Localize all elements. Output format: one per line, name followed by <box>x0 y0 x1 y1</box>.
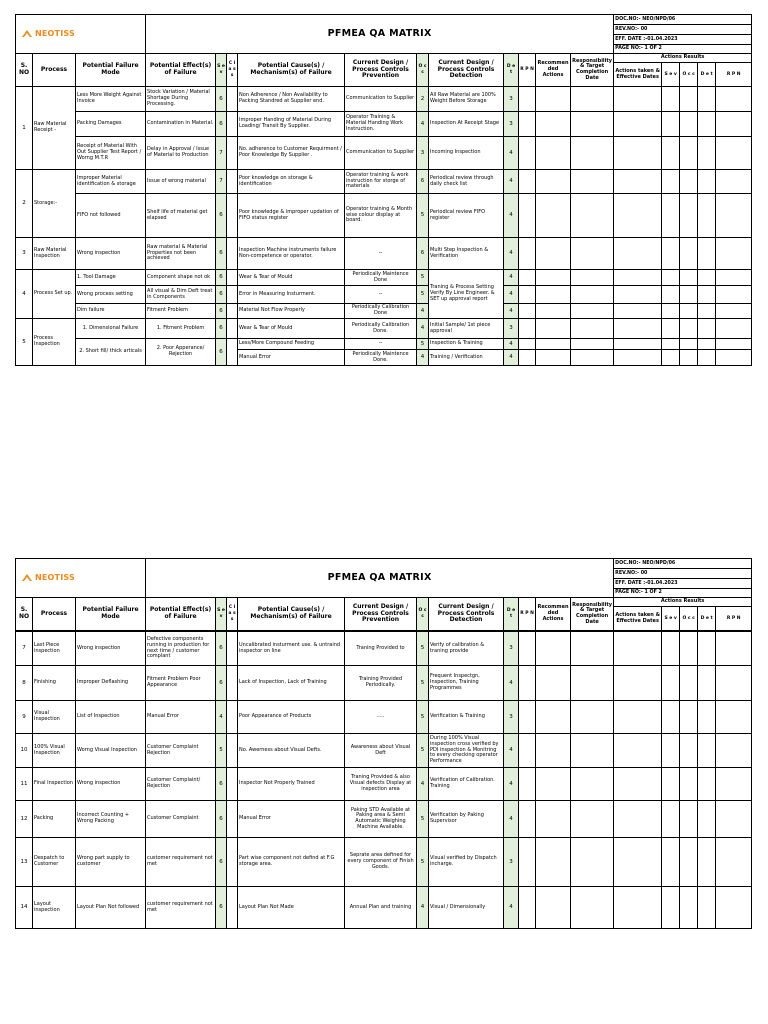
empty-cell <box>662 838 680 887</box>
cell-sev: 6 <box>216 887 227 929</box>
empty-cell <box>614 632 662 666</box>
col-process: Process <box>33 598 76 631</box>
cell-effect: Defective components running in production for next time / customer complant <box>146 632 216 666</box>
cell-sno: 12 <box>16 801 33 838</box>
empty-cell <box>571 768 614 801</box>
empty-cell <box>698 701 716 734</box>
doc-number: DOC.NO:- NEO/NPD/06 <box>614 15 752 25</box>
revision-number: REV.NO:- 00 <box>614 25 752 35</box>
empty-cell <box>519 734 536 768</box>
empty-cell <box>716 887 752 929</box>
empty-cell <box>227 887 238 929</box>
pfmea-table-2-body <box>15 631 752 929</box>
cell-cause: Layout Plan Not Made <box>238 887 345 929</box>
cell-sev: 4 <box>216 701 227 734</box>
cell-prevention: Annual Plan and training <box>345 887 417 929</box>
col-detection: Current Design / Process Controls Detection <box>429 598 504 631</box>
page-number: PAGE NO:- 1 OF 2 <box>614 589 752 598</box>
cell-det: 4 <box>504 734 519 768</box>
cell-effect: customer requirement not met <box>146 838 216 887</box>
cell-prevention: Traning Provided to <box>345 632 417 666</box>
cell-effect: Customer Complaint/ Rejection <box>146 768 216 801</box>
cell-det: 3 <box>504 632 519 666</box>
empty-cell <box>536 701 571 734</box>
col-failure-mode: Potential Failure Mode <box>76 54 146 87</box>
cell-det: 3 <box>504 838 519 887</box>
empty-cell <box>536 801 571 838</box>
cell-cause: Uncalibrated insturment use. & untraind inspector on line <box>238 632 345 666</box>
empty-cell <box>680 838 698 887</box>
empty-cell <box>716 801 752 838</box>
col-rpn: R P N <box>519 54 536 87</box>
cell-sev: 6 <box>216 768 227 801</box>
pfmea-table-1 <box>15 14 752 366</box>
empty-cell <box>698 887 716 929</box>
table-row <box>16 734 752 768</box>
col-causes: Potential Cause(s) / Mechanism(s) of Failure <box>238 54 345 87</box>
empty-cell <box>227 666 238 701</box>
cell-effect: Manual Error <box>146 701 216 734</box>
cell-process: 100% Visual Inspection <box>33 734 76 768</box>
empty-cell <box>662 734 680 768</box>
empty-cell <box>227 701 238 734</box>
empty-cell <box>614 768 662 801</box>
col-effects: Potential Effect(s) of Failure <box>146 598 216 631</box>
cell-mode: Wrong inspection <box>76 768 146 801</box>
col-sev: S e v <box>216 54 227 87</box>
col-result-det: D e t <box>698 63 716 87</box>
cell-prevention: Seprate area defined for every component of Finish Goods. <box>345 838 417 887</box>
table-row: Packing Damages Contamination in Material. 6 Improper Handing of Material During Loading/ Transit By Supplier. Operator Training & Material Handing Work Instruction. 4 Inspection At Receipt Stage 3 <box>16 112 752 137</box>
empty-cell <box>680 887 698 929</box>
empty-cell <box>680 801 698 838</box>
cell-occ: 5 <box>417 734 429 768</box>
empty-cell <box>614 666 662 701</box>
col-rpn: R P N <box>519 598 536 631</box>
cell-det: 4 <box>504 801 519 838</box>
cell-detection: Visual verified by Dispatch incharge. <box>429 838 504 887</box>
cell-sno: 10 <box>16 734 33 768</box>
cell-cause: Lack of Inspection, Lack of Training <box>238 666 345 701</box>
empty-cell <box>716 632 752 666</box>
col-sno: S. NO <box>16 54 33 87</box>
logo-mark-icon <box>21 29 33 39</box>
empty-cell <box>519 801 536 838</box>
cell-cause: No. Awerness about Visual Defts. <box>238 734 345 768</box>
cell-sev: 5 <box>216 734 227 768</box>
cell-process: Packing <box>33 801 76 838</box>
table-row: Manual Error Periodically Maintence Done. 4 Training / Verification 4 <box>16 350 752 366</box>
empty-cell <box>519 701 536 734</box>
cell-cause: Part wise component not defind at F.G storage area. <box>238 838 345 887</box>
table-row: 3 Raw Material Inspection Wrong inspection Raw material & Material Properties not been achieved 6 Inspection Machine instruments failure Non-competence or operator. -- 6 Multi Step Inspection & Verification 4 <box>16 238 752 270</box>
col-sev: S e v <box>216 598 227 631</box>
cell-det: 3 <box>504 701 519 734</box>
empty-cell <box>227 768 238 801</box>
table-row: 2 Storage:- Improper Material identification & storage Issue of wrong material 7 Poor knowledge on storage & identification Operator training & work instruction for storge of materials 6 Periodical review through daily check list 4 <box>16 170 752 194</box>
cell-mode: Incorrect Counting + Wrong Packing <box>76 801 146 838</box>
cell-occ: 5 <box>417 632 429 666</box>
empty-cell <box>680 768 698 801</box>
company-logo <box>17 573 144 583</box>
empty-cell <box>716 701 752 734</box>
revision-number: REV.NO:- 00 <box>614 569 752 579</box>
cell-sno: 7 <box>16 632 33 666</box>
empty-cell <box>614 801 662 838</box>
col-recommended: Recommended Actions <box>536 598 571 631</box>
empty-cell <box>716 838 752 887</box>
empty-cell <box>571 701 614 734</box>
cell-process: Finishing <box>33 666 76 701</box>
cell-sno: 11 <box>16 768 33 801</box>
empty-cell <box>519 768 536 801</box>
cell-det: 4 <box>504 887 519 929</box>
empty-cell <box>614 887 662 929</box>
logo-cell <box>16 559 146 598</box>
cell-occ: 4 <box>417 887 429 929</box>
cell-prevention: ..... <box>345 701 417 734</box>
col-occ: O c c <box>417 598 429 631</box>
cell-mode: Worng Visual Inspection <box>76 734 146 768</box>
col-result-occ: O c c <box>680 607 698 631</box>
empty-cell <box>698 838 716 887</box>
col-actions-taken: Actions taken & Effective Dates <box>614 607 662 631</box>
cell-sno: 14 <box>16 887 33 929</box>
empty-cell <box>227 734 238 768</box>
logo-text: NEOTISS <box>35 573 75 583</box>
empty-cell <box>614 734 662 768</box>
col-det: D e t <box>504 54 519 87</box>
cell-process: Visual Inspection <box>33 701 76 734</box>
page-number: PAGE NO:- 1 OF 2 <box>614 45 752 54</box>
cell-mode: Improper Deflashing <box>76 666 146 701</box>
empty-cell <box>571 632 614 666</box>
cell-effect: Customer Complaint Rejection <box>146 734 216 768</box>
empty-cell <box>680 701 698 734</box>
empty-cell <box>614 838 662 887</box>
empty-cell <box>536 887 571 929</box>
empty-cell <box>698 734 716 768</box>
empty-cell <box>571 801 614 838</box>
page-title: PFMEA QA MATRIX <box>146 15 614 54</box>
table-row: 4 Process Set up. 1. Tool Damage Component shape not ok 6 Wear & Tear of Mould Periodically Maintence Done 5 Traning & Process Setting Verify By Line Engineer. & SET up approval report 4 <box>16 270 752 286</box>
pfmea-table-2 <box>15 558 752 631</box>
table-row <box>16 887 752 929</box>
cell-occ: 5 <box>417 701 429 734</box>
col-process: Process <box>33 54 76 87</box>
empty-cell <box>698 801 716 838</box>
empty-cell <box>662 801 680 838</box>
table-row <box>16 701 752 734</box>
cell-det: 4 <box>504 768 519 801</box>
col-det: D e t <box>504 598 519 631</box>
cell-sev: 6 <box>216 801 227 838</box>
table-row <box>16 768 752 801</box>
cell-sev: 6 <box>216 632 227 666</box>
cell-effect: customer requirement not met <box>146 887 216 929</box>
cell-effect: Customer Complaint <box>146 801 216 838</box>
table-row: Dim failure Fitment Problem 6 Material Not Flow Properly Periodically Calibration Done 4 4 <box>16 304 752 319</box>
empty-cell <box>716 768 752 801</box>
col-failure-mode: Potential Failure Mode <box>76 598 146 631</box>
pfmea-sheet-1 <box>15 14 751 366</box>
cell-cause: Inspector Not Properly Trained <box>238 768 345 801</box>
cell-occ: 4 <box>417 768 429 801</box>
empty-cell <box>536 838 571 887</box>
empty-cell <box>519 632 536 666</box>
cell-occ: 5 <box>417 666 429 701</box>
col-class: C l a s s <box>227 598 238 631</box>
empty-cell <box>519 887 536 929</box>
empty-cell <box>227 801 238 838</box>
empty-cell <box>571 734 614 768</box>
cell-detection: Visual / Dimensionally <box>429 887 504 929</box>
col-sno: S. NO <box>16 598 33 631</box>
empty-cell <box>536 734 571 768</box>
cell-cause: Manual Error <box>238 801 345 838</box>
empty-cell <box>227 632 238 666</box>
empty-cell <box>662 666 680 701</box>
cell-cause: Poor Appearance of Products <box>238 701 345 734</box>
table-row: FIFO not followed Shelf life of material get elapsed 6 Poor knowledge & improper updation of FIFO status register Operator training & Month wise colour display at board. 5 Periodical review FIFO register 4 <box>16 194 752 238</box>
cell-sev: 6 <box>216 838 227 887</box>
cell-detection: Verification of Calibration. Training <box>429 768 504 801</box>
empty-cell <box>662 887 680 929</box>
col-actions-results: Actions Results <box>614 598 752 607</box>
empty-cell <box>536 632 571 666</box>
empty-cell <box>680 632 698 666</box>
col-result-occ: O c c <box>680 63 698 87</box>
logo-text: NEOTISS <box>35 29 75 39</box>
col-actions-results: Actions Results <box>614 54 752 63</box>
cell-mode: List of Inspection <box>76 701 146 734</box>
col-prevention: Current Design / Process Controls Prevention <box>345 598 417 631</box>
cell-process: Layout inspection <box>33 887 76 929</box>
empty-cell <box>716 666 752 701</box>
cell-prevention: Paking STD Available at Paking area & Semi Automatic Weighing Machine Available. <box>345 801 417 838</box>
col-class: C l a s s <box>227 54 238 87</box>
effective-date: EFF. DATE :-01.04.2023 <box>614 579 752 589</box>
col-result-sev: S e v <box>662 607 680 631</box>
empty-cell <box>571 887 614 929</box>
col-actions-taken: Actions taken & Effective Dates <box>614 63 662 87</box>
pfmea-sheet-2 <box>15 558 751 929</box>
cell-mode: Wrong inspection <box>76 632 146 666</box>
empty-cell <box>680 734 698 768</box>
col-result-det: D e t <box>698 607 716 631</box>
cell-process: Last Piece inspection <box>33 632 76 666</box>
table-row: 5 Process Inspection 1. Dimensional Failure 1. Fitment Problem 6 Wear & Tear of Mould Periodically Calibration Done. 4 Initial Sample/ 1st piece approval 3 <box>16 319 752 339</box>
company-logo <box>17 29 144 39</box>
doc-number: DOC.NO:- NEO/NPD/06 <box>614 559 752 569</box>
cell-prevention: Training Provided Periodically. <box>345 666 417 701</box>
table-row: 1 Raw Material Receipt - Less More Weight Against Invoice Stock Variation / Material Shortage During Processing. 6 Non Adherence / Non Availability to Packing Standred at Supplier end. Communication to Supplier 2 All Raw Material are 100% Weight Before Storage 3 <box>16 87 752 112</box>
cell-process: Despatch to Customer <box>33 838 76 887</box>
empty-cell <box>519 666 536 701</box>
page-title: PFMEA QA MATRIX <box>146 559 614 598</box>
empty-cell <box>698 666 716 701</box>
col-effects: Potential Effect(s) of Failure <box>146 54 216 87</box>
col-prevention: Current Design / Process Controls Prevention <box>345 54 417 87</box>
cell-effect: Fitment Problem Poor Appearance <box>146 666 216 701</box>
table-row <box>16 838 752 887</box>
col-result-rpn: R P N <box>716 63 752 87</box>
cell-detection: Verification & Training <box>429 701 504 734</box>
cell-process: Final Inspection <box>33 768 76 801</box>
empty-cell <box>662 632 680 666</box>
empty-cell <box>698 768 716 801</box>
cell-det: 4 <box>504 666 519 701</box>
logo-mark-icon <box>21 573 33 583</box>
effective-date: EFF. DATE :-01.04.2023 <box>614 35 752 45</box>
cell-occ: 5 <box>417 801 429 838</box>
empty-cell <box>227 838 238 887</box>
table-row: Wrong process setting All visual & Dim Deft treat in Components 6 Error in Measuring Insturment. -- 5 4 <box>16 286 752 304</box>
table-row <box>16 801 752 838</box>
col-responsibility: Responsibility & Target Completion Date <box>571 598 614 631</box>
cell-detection: Verify of calibration & traning provide <box>429 632 504 666</box>
table-row <box>16 666 752 701</box>
cell-occ: 5 <box>417 838 429 887</box>
empty-cell <box>571 666 614 701</box>
cell-sev: 6 <box>216 666 227 701</box>
empty-cell <box>662 768 680 801</box>
col-result-rpn: R P N <box>716 607 752 631</box>
logo-cell <box>16 15 146 54</box>
table-row: Receipt of Material With Out Supplier Test Report / Worng M.T.R Delay in Approval / Issue of Material to Production 7 No. adherence to Customer Requirment / Poor Knowledge By Supplier . Communication to Supplier 3 Incoming Inspection 4 <box>16 137 752 170</box>
cell-detection: Verification by Paking Supervisor <box>429 801 504 838</box>
cell-mode: Wrong part supply to customer <box>76 838 146 887</box>
table-row <box>16 632 752 666</box>
col-responsibility: Responsibility & Target Completion Date <box>571 54 614 87</box>
empty-cell <box>536 666 571 701</box>
cell-sno: 8 <box>16 666 33 701</box>
empty-cell <box>536 768 571 801</box>
table-row: 2. Short fill/ thick articals 2. Poor Apperance/ Rejection 6 Less/More Compound Feeding -- 5 Inspection & Training 4 <box>16 339 752 350</box>
cell-prevention: Awareness about Visual Deft <box>345 734 417 768</box>
cell-detection: Frequent Inspectgn, Inspection, Training Programmes <box>429 666 504 701</box>
empty-cell <box>614 701 662 734</box>
cell-prevention: Traning Provided & also Visual defects Display at inspection area <box>345 768 417 801</box>
empty-cell <box>680 666 698 701</box>
col-occ: O c c <box>417 54 429 87</box>
col-detection: Current Design / Process Controls Detection <box>429 54 504 87</box>
empty-cell <box>662 701 680 734</box>
cell-sno: 9 <box>16 701 33 734</box>
empty-cell <box>571 838 614 887</box>
cell-mode: Layout Plan Not followed <box>76 887 146 929</box>
col-causes: Potential Cause(s) / Mechanism(s) of Failure <box>238 598 345 631</box>
cell-detection: During 100% Visual inspection cross verified by PDI inspection & Monitring to every checking operator Performance <box>429 734 504 768</box>
empty-cell <box>716 734 752 768</box>
col-result-sev: S e v <box>662 63 680 87</box>
col-recommended: Recommended Actions <box>536 54 571 87</box>
cell-sno: 13 <box>16 838 33 887</box>
empty-cell <box>519 838 536 887</box>
empty-cell <box>698 632 716 666</box>
